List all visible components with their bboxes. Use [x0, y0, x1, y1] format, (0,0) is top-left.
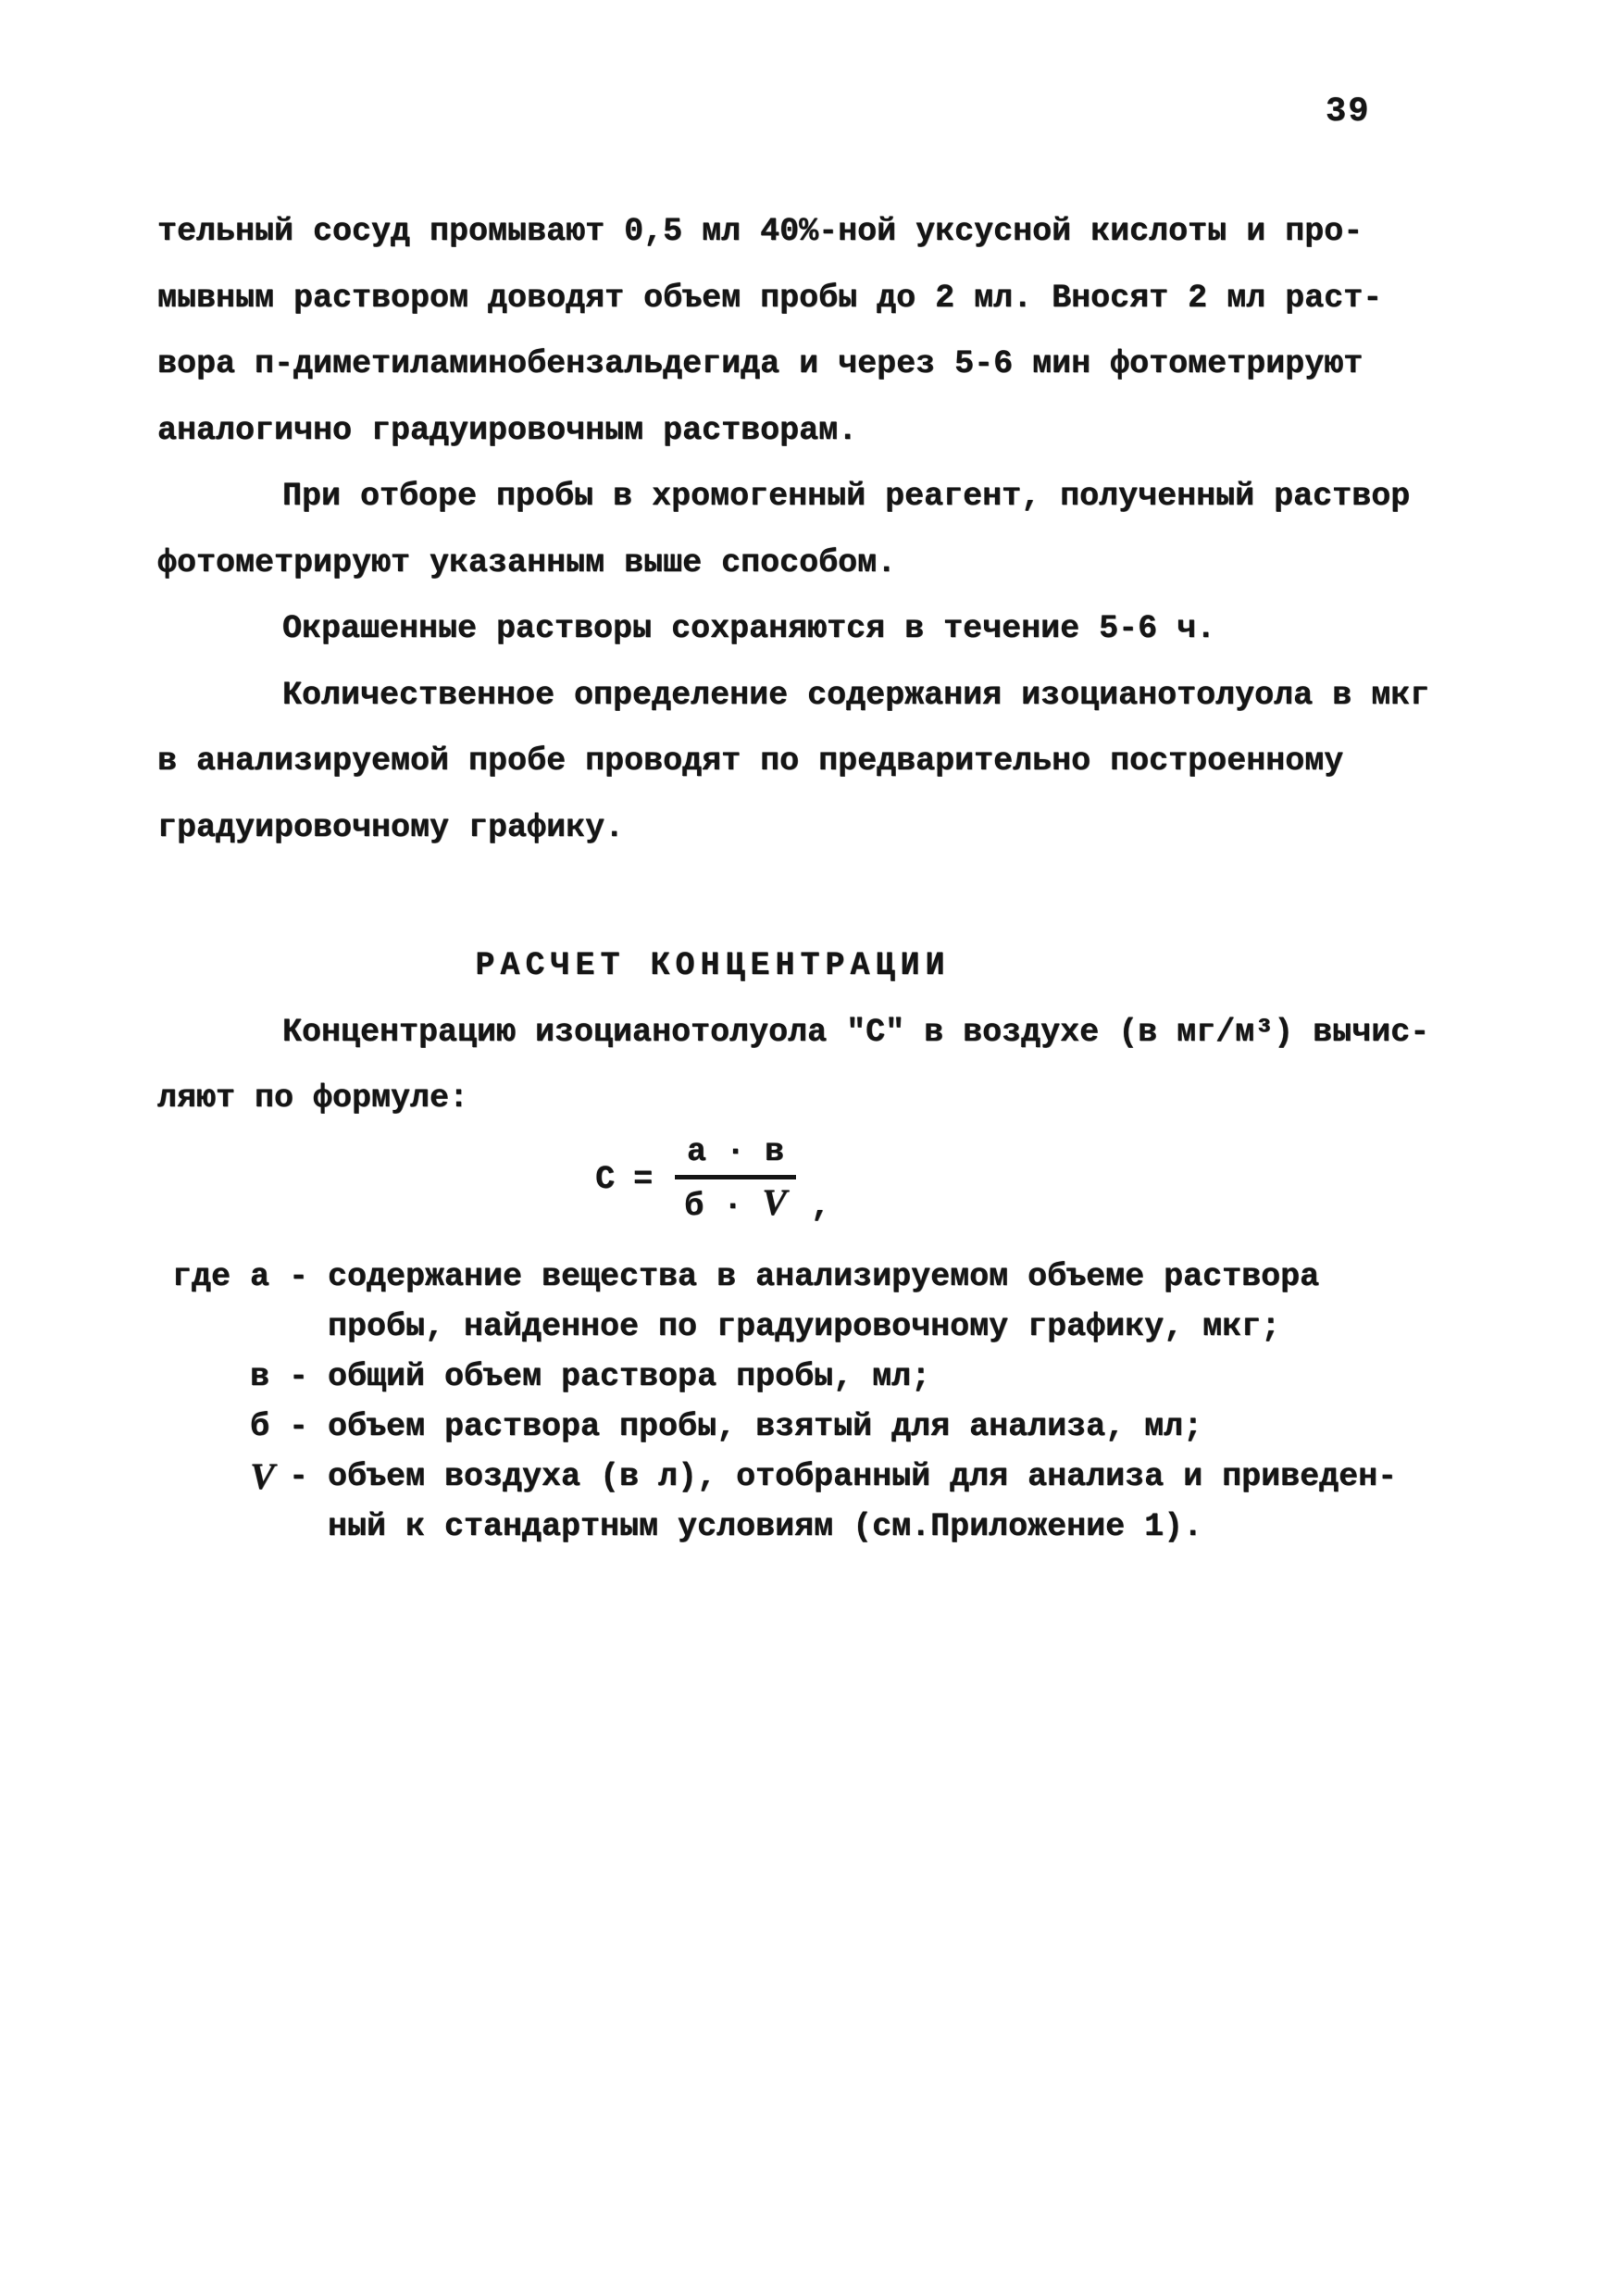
definition-dash: - — [289, 1457, 309, 1495]
text-line: Количественное определение содержания изоцианотолуола в мкг — [282, 676, 1430, 714]
definition-dash: - — [289, 1257, 309, 1295]
text-line: мывным раствором доводят объем пробы до 2 мл. Вносят 2 мл раст- — [157, 279, 1383, 317]
text-line: вора п-диметиламинобензальдегида и через 5-6 мин фотометрируют — [157, 345, 1364, 382]
definition-row — [172, 1302, 1435, 1352]
text-line: При отборе пробы в хромогенный реагент, полученный раствор — [282, 478, 1411, 515]
definition-text: ный к стандартным условиям (см.Приложение 1). — [328, 1507, 1203, 1545]
text-line: в анализируемой пробе проводят по предварительно построенному — [157, 742, 1344, 780]
text-line: ляют по формуле: — [157, 1079, 469, 1117]
formula-trailing-comma: , — [810, 1187, 830, 1225]
volume-variable: V — [762, 1180, 787, 1223]
concentration-formula — [157, 1132, 1268, 1228]
variable-symbol: б — [250, 1407, 270, 1445]
definition-row — [172, 1402, 1435, 1452]
fraction-numerator: а · в — [686, 1132, 785, 1170]
definition-dash: - — [289, 1407, 309, 1445]
definition-text: объем воздуха (в л), отобранный для анализа и приведен- — [328, 1457, 1398, 1495]
definition-row — [172, 1452, 1435, 1502]
variable-symbol: V — [250, 1454, 275, 1497]
definition-row — [172, 1252, 1435, 1302]
variable-definitions-list — [157, 1252, 1435, 1552]
definition-text: содержание вещества в анализируемом объеме раствора — [328, 1257, 1320, 1295]
text-line: Концентрацию изоцианотолуола "С" в воздухе (в мг/м³) вычис- — [282, 1013, 1430, 1051]
definition-row — [172, 1502, 1435, 1552]
text-line: градуировочному графику. — [157, 808, 625, 846]
text-line: Окрашенные растворы сохраняются в течение 5-6 ч. — [282, 610, 1216, 647]
definition-text: пробы, найденное по градуировочному графику, мкг; — [328, 1307, 1281, 1345]
fraction-denominator: б · V — [675, 1175, 796, 1228]
text-line: фотометрируют указанным выше способом. — [157, 543, 897, 581]
definition-text: общий объем раствора пробы, мл; — [328, 1357, 931, 1395]
variable-symbol: в — [250, 1357, 270, 1395]
formula-equals-sign: = — [633, 1161, 654, 1198]
section-heading: РАСЧЕТ КОНЦЕНТРАЦИИ — [475, 947, 951, 984]
formula-lhs: С — [595, 1161, 616, 1198]
text-block — [157, 199, 1435, 1552]
definition-dash: - — [289, 1357, 309, 1395]
definition-text: объем раствора пробы, взятый для анализа, мл; — [328, 1407, 1203, 1445]
page-number: 39 — [1326, 93, 1371, 131]
where-prefix: где — [172, 1257, 231, 1295]
formula-fraction — [675, 1132, 796, 1228]
text-line: тельный сосуд промывают 0,5 мл 40%-ной уксусной кислоты и про- — [157, 213, 1364, 250]
variable-symbol: а — [250, 1257, 270, 1295]
text-line: аналогично градуировочным растворам. — [157, 411, 858, 449]
definition-row — [172, 1352, 1435, 1402]
